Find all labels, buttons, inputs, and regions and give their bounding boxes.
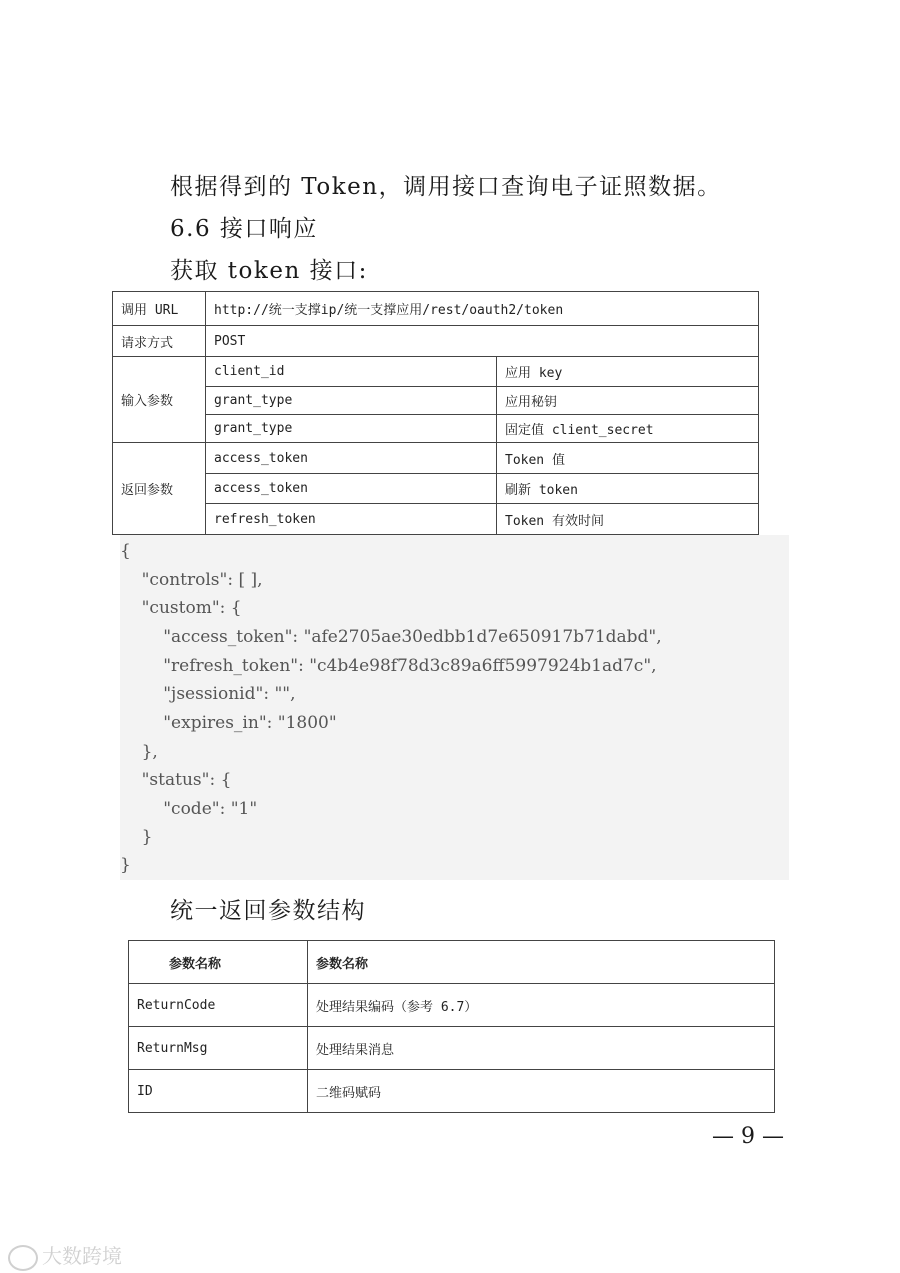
unified-heading: 统一返回参数结构 xyxy=(170,898,366,924)
return-param-desc: 刷新 token xyxy=(497,474,759,504)
intro-paragraph: 根据得到的 Token，调用接口查询电子证照数据。 xyxy=(170,174,722,200)
table-row xyxy=(129,984,775,1027)
code-line: }, xyxy=(120,742,158,762)
input-param-desc: 应用 key xyxy=(497,357,759,387)
input-label: 输入参数 xyxy=(113,357,206,443)
return-structure-table xyxy=(128,940,775,1113)
header-desc: 参数名称 xyxy=(308,941,775,984)
code-line: "expires_in": "1800" xyxy=(120,713,337,733)
return-param-name: refresh_token xyxy=(206,504,497,535)
row-desc: 处理结果消息 xyxy=(308,1027,775,1070)
code-line: } xyxy=(120,855,131,875)
input-param-desc: 应用秘钥 xyxy=(497,387,759,415)
page-number: — 9 — xyxy=(712,1124,784,1149)
input-param-name: grant_type xyxy=(206,387,497,415)
section-heading: 6.6 接口响应 xyxy=(170,216,318,242)
token-api-heading: 获取 token 接口: xyxy=(170,258,368,284)
code-line: { xyxy=(120,541,131,561)
code-line: "custom": { xyxy=(120,598,242,618)
row-key: ReturnMsg xyxy=(129,1027,308,1070)
input-param-name: client_id xyxy=(206,357,497,387)
row-key: ReturnCode xyxy=(129,984,308,1027)
code-line: } xyxy=(120,827,153,847)
row-desc: 二维码赋码 xyxy=(308,1070,775,1113)
input-param-name: grant_type xyxy=(206,415,497,443)
code-line: "code": "1" xyxy=(120,799,258,819)
return-param-desc: Token 有效时间 xyxy=(497,504,759,535)
return-param-desc: Token 值 xyxy=(497,443,759,474)
code-line: "controls": [ ], xyxy=(120,570,263,590)
row-desc: 处理结果编码（参考 6.7） xyxy=(308,984,775,1027)
return-label: 返回参数 xyxy=(113,443,206,535)
url-label: 调用 URL xyxy=(113,292,206,326)
watermark xyxy=(8,1240,122,1271)
method-value: POST xyxy=(206,326,759,357)
token-api-table xyxy=(112,291,759,535)
url-value: http://统一支撑ip/统一支撑应用/rest/oauth2/token xyxy=(206,292,759,326)
row-key: ID xyxy=(129,1070,308,1113)
return-param-name: access_token xyxy=(206,443,497,474)
code-line: "refresh_token": "c4b4e98f78d3c89a6ff5997924b1ad7c", xyxy=(120,656,657,676)
code-line: "jsessionid": "", xyxy=(120,684,296,704)
watermark-logo-icon xyxy=(8,1245,38,1271)
return-param-name: access_token xyxy=(206,474,497,504)
table-row xyxy=(129,1070,775,1113)
code-line: "access_token": "afe2705ae30edbb1d7e650917b71dabd", xyxy=(120,627,662,647)
table-row xyxy=(129,1027,775,1070)
header-name: 参数名称 xyxy=(129,941,308,984)
watermark-text: 大数跨境 xyxy=(42,1244,122,1268)
method-label: 请求方式 xyxy=(113,326,206,357)
code-line: "status": { xyxy=(120,770,232,790)
input-param-desc: 固定值 client_secret xyxy=(497,415,759,443)
json-response-block xyxy=(120,535,789,880)
